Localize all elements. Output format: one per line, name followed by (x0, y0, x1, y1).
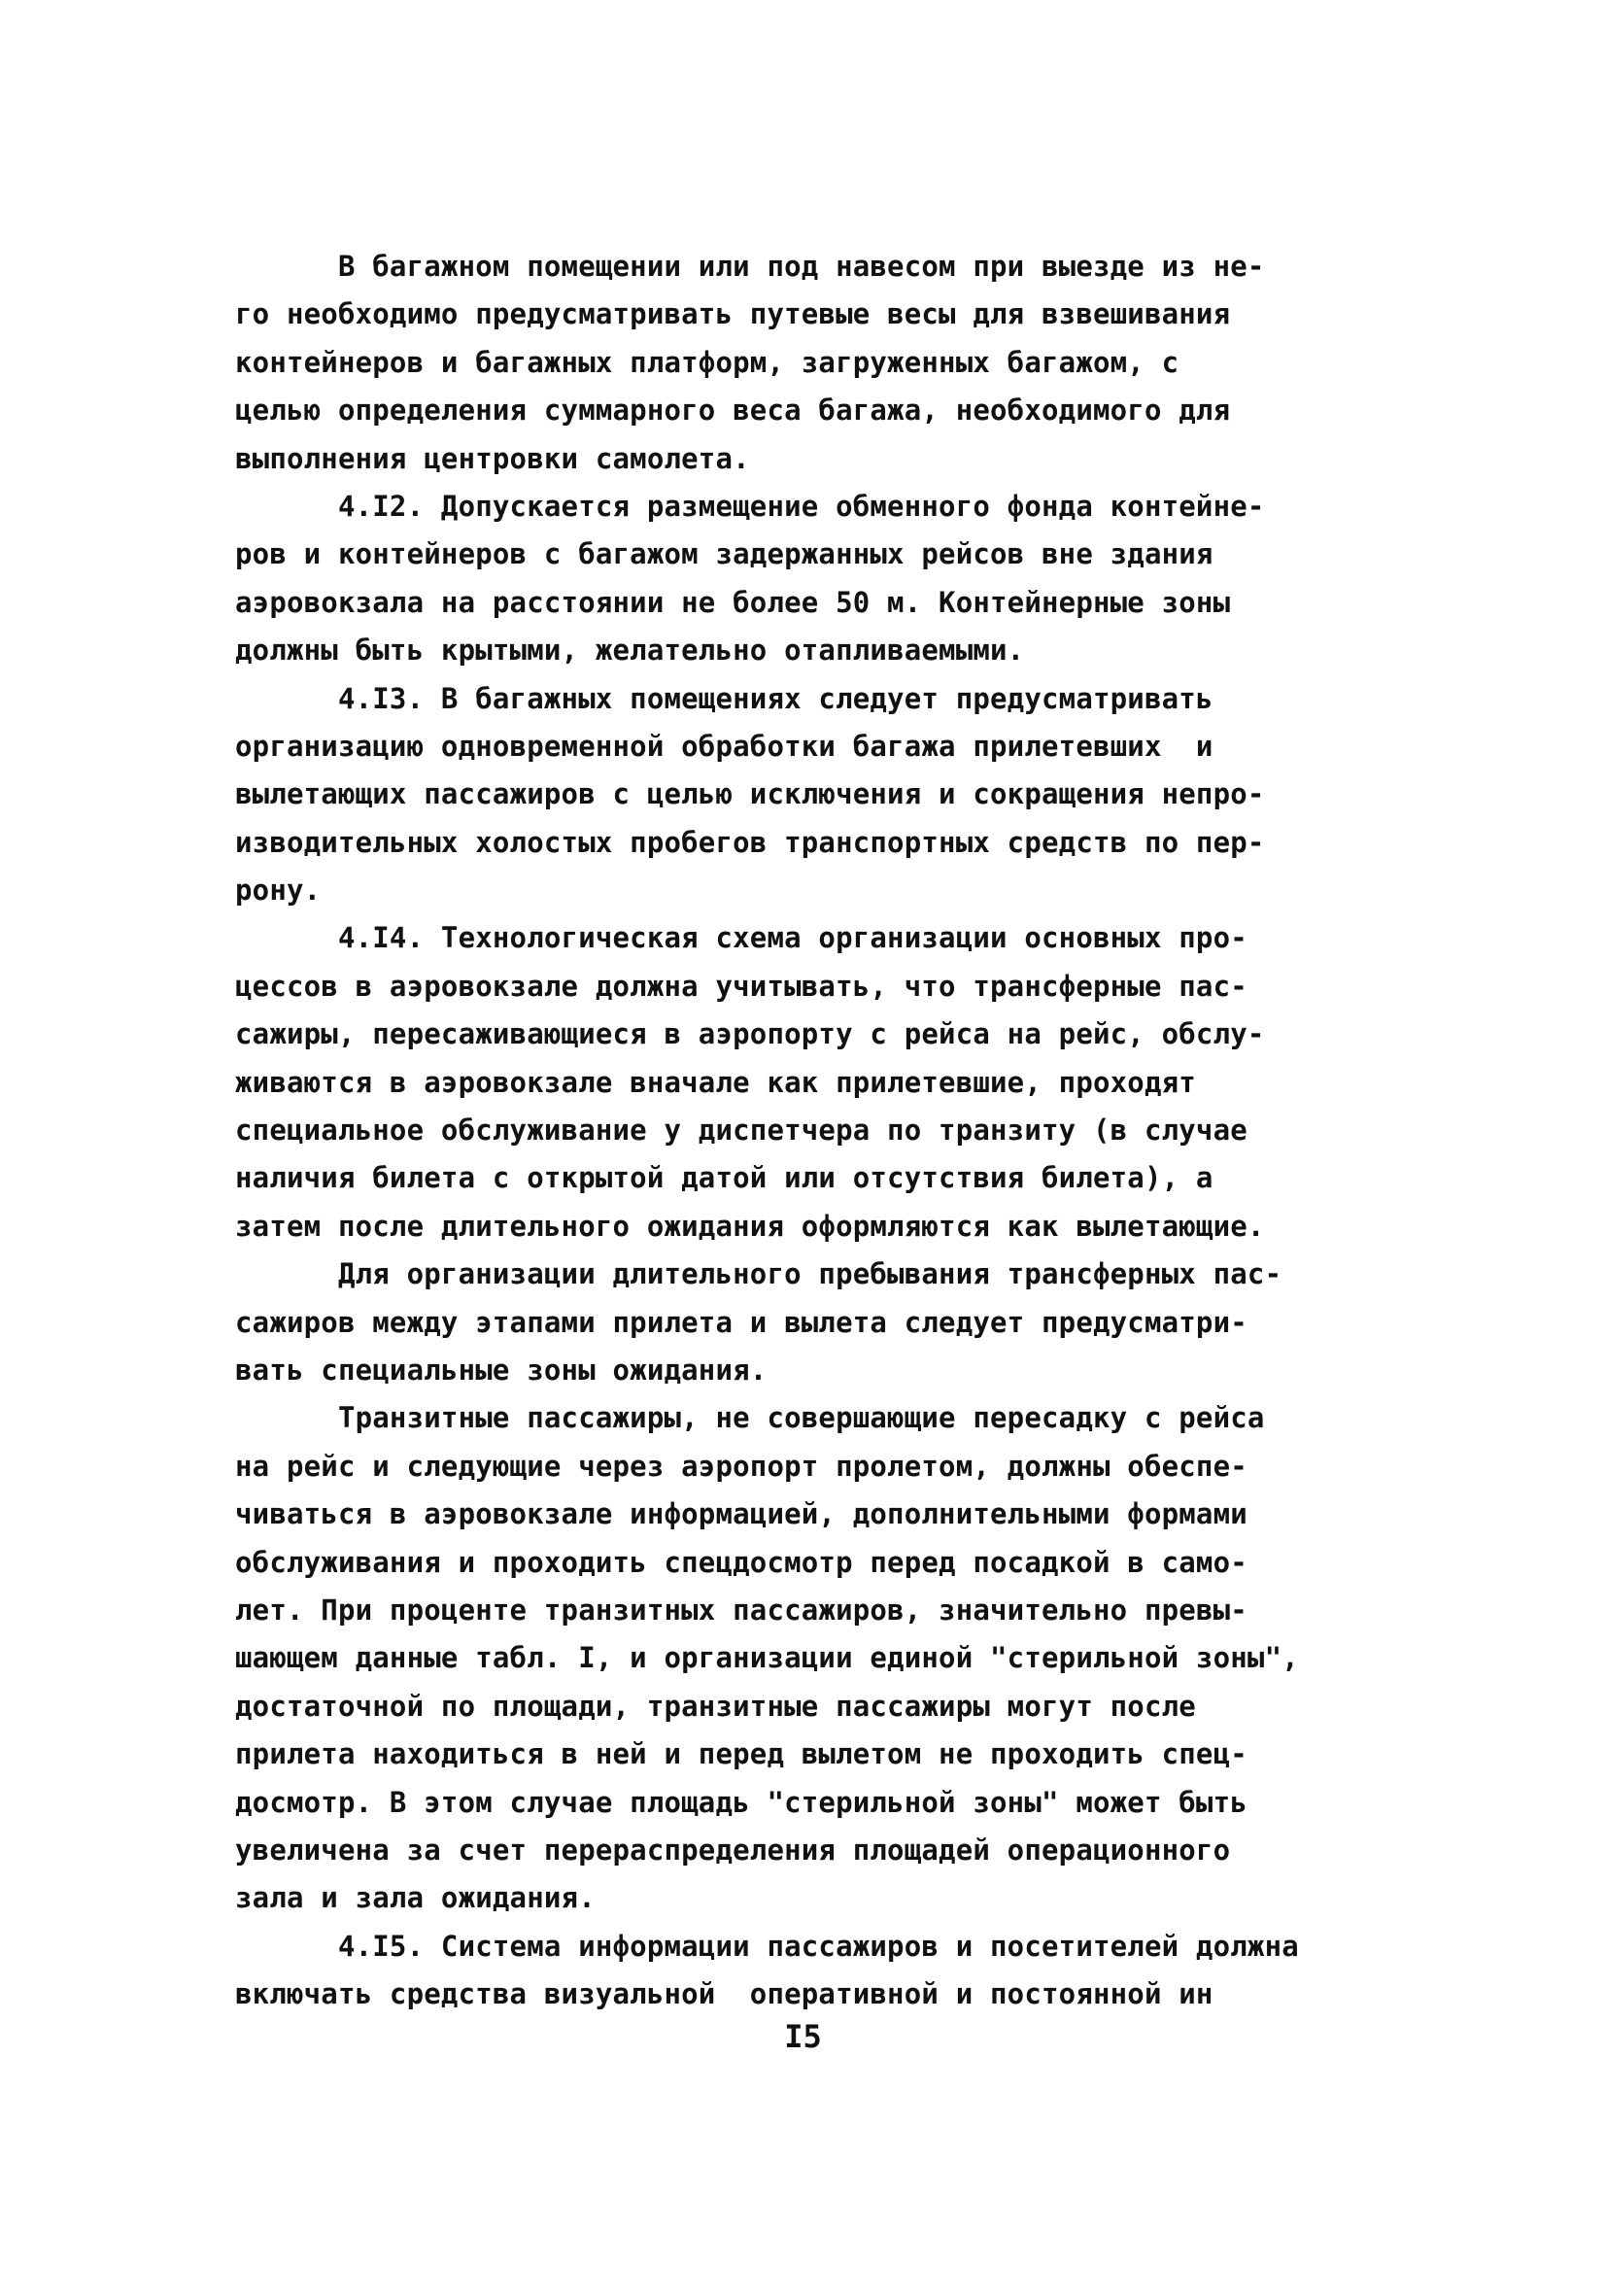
text-line: зала и зала ожидания. (235, 1881, 596, 1915)
text-line: живаются в аэровокзале вначале как прилетевшие, проходят (235, 1065, 1196, 1099)
text-line: вать специальные зоны ожидания. (235, 1353, 768, 1387)
text-line: сажиры, пересаживающиеся в аэропорту с рейса на рейс, обслу- (235, 1017, 1265, 1051)
text-line: рону. (235, 874, 322, 908)
text-line: 4.I4. Технологическая схема организации основных про- (235, 921, 1247, 955)
text-line: ров и контейнеров с багажом задержанных рейсов вне здания (235, 537, 1213, 571)
text-line: чиваться в аэровокзале информацией, дополнительными формами (235, 1497, 1247, 1531)
text-line: изводительных холостых пробегов транспортных средств по пер- (235, 825, 1265, 859)
text-line: обслуживания и проходить спецдосмотр перед посадкой в само- (235, 1545, 1247, 1579)
text-line: Транзитные пассажиры, не совершающие пересадку с рейса (235, 1401, 1265, 1435)
text-line: выполнения центровки самолета. (235, 441, 750, 475)
text-line: включать средства визуальной оперативной и постоянной ин (235, 1977, 1213, 2011)
text-line: досмотр. В этом случае площадь "стерильной зоны" может быть (235, 1785, 1247, 1819)
text-line: 4.I2. Допускается размещение обменного фонда контейне- (235, 489, 1265, 523)
text-line: 4.I5. Система информации пассажиров и посетителей должна (235, 1929, 1299, 1963)
text-line: организацию одновременной обработки багажа прилетевших и (235, 729, 1213, 763)
text-line: достаточной по площади, транзитные пассажиры могут после (235, 1689, 1196, 1723)
text-line: затем после длительного ожидания оформляются как вылетающие. (235, 1209, 1265, 1243)
text-line: В багажном помещении или под навесом при выезде из не- (235, 250, 1265, 283)
text-line: шающем данные табл. I, и организации единой "стерильной зоны", (235, 1641, 1299, 1675)
text-line: должны быть крытыми, желательно отапливаемыми. (235, 634, 1025, 668)
text-line: го необходимо предусматривать путевые весы для взвешивания (235, 297, 1231, 331)
text-line: наличия билета с открытой датой или отсутствия билета), а (235, 1161, 1213, 1195)
text-line: контейнеров и багажных платформ, загруженных багажом, с (235, 345, 1179, 379)
page-number: I5 (784, 2018, 822, 2055)
text-line: прилета находиться в ней и перед вылетом не проходить спец- (235, 1737, 1247, 1771)
text-line: Для организации длительного пребывания трансферных пас- (235, 1257, 1282, 1291)
text-line: сажиров между этапами прилета и вылета следует предусматри- (235, 1305, 1247, 1339)
text-line: целью определения суммарного веса багажа, необходимого для (235, 394, 1231, 428)
text-line: вылетающих пассажиров с целью исключения и сокращения непро- (235, 777, 1265, 811)
text-line: 4.I3. В багажных помещениях следует предусматривать (235, 681, 1213, 715)
text-line: цессов в аэровокзале должна учитывать, что трансферные пас- (235, 969, 1247, 1003)
text-line: аэровокзала на расстоянии не более 50 м. Контейнерные зоны (235, 585, 1231, 619)
text-line: лет. При проценте транзитных пассажиров, значительно превы- (235, 1593, 1247, 1627)
text-line: увеличена за счет перераспределения площадей операционного (235, 1833, 1231, 1867)
text-line: на рейс и следующие через аэропорт пролетом, должны обеспе- (235, 1449, 1247, 1483)
text-line: специальное обслуживание у диспетчера по транзиту (в случае (235, 1114, 1247, 1148)
body-text (235, 243, 1391, 2018)
